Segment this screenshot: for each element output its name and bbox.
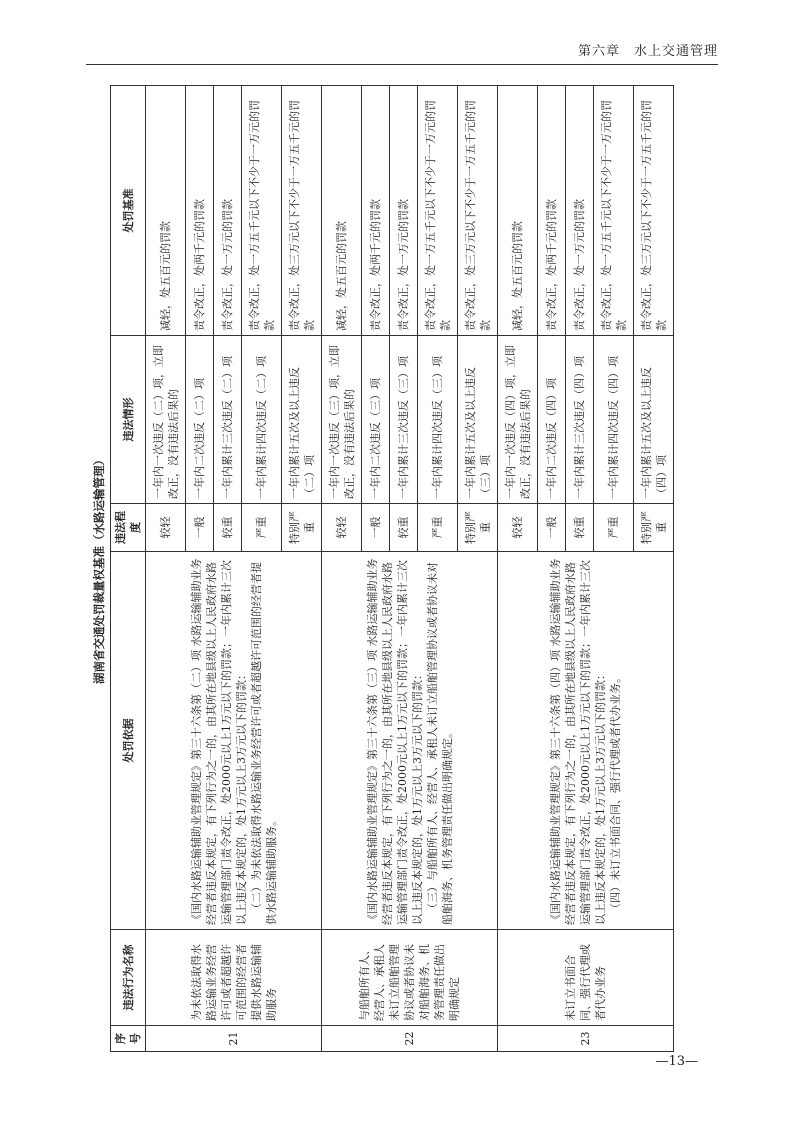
standard-cell: 责令改正，处一万元的罚款 [390, 86, 418, 336]
degree-cell: 较轻 [498, 504, 538, 552]
degree-cell: 较重 [390, 504, 418, 552]
table-header-row [111, 86, 146, 1052]
violation-name-cell: 为未依法取得水路运输业务经营许可或者超越许可范围的经营者提供水路运输辅助服务 [146, 930, 322, 1026]
circumstance-cell: 一年内累计五次及以上违反（三）项 [458, 336, 498, 504]
standard-cell: 责令改正，处一万五千元以下不少于一万元的罚款 [594, 86, 634, 336]
violation-name-cell: 未订立书面合同、强行代理或者代办业务 [498, 930, 674, 1026]
table-row [322, 86, 362, 1052]
standard-cell: 责令改正，处一万元的罚款 [214, 86, 242, 336]
basis-main-text: 《国内水路运输辅助业管理规定》第三十六条第（二）项 水路运输辅助业务经营者违反本规定，有下列行为之一的，由其所在地县级以上人民政府水路运输管理部门责令改正，处2000元以上1万元以下的罚款；一年内累计三次以上违反本规定的，处1万元以上3万元以下的罚款： [189, 558, 248, 925]
circumstance-cell: 一年内二次违反（二）项 [186, 336, 214, 504]
circumstance-cell: 一年内累计四次违反（三）项 [418, 336, 458, 504]
circumstance-cell: 一年内累计三次违反（二）项 [214, 336, 242, 504]
standard-cell: 责令改正，处一万五千元以下不少于一万元的罚款 [418, 86, 458, 336]
header-rule [86, 64, 718, 65]
standard-cell: 责令改正，处两千元的罚款 [362, 86, 390, 336]
basis-item-text: （二）为未依法取得水路运输业务经营许可或者超越许可范围的经营者提供水路运输辅助服务。 [249, 562, 278, 925]
standard-cell: 减轻，处五百元的罚款 [498, 86, 538, 336]
penalty-table [110, 85, 674, 1052]
degree-cell: 一般 [538, 504, 566, 552]
running-header: 第六章 水上交通管理 [577, 44, 718, 59]
basis-main-text: 《国内水路运输辅助业管理规定》第三十六条第（三）项 水路运输辅助业务经营者违反本规定，有下列行为之一的，由其所在地县级以上人民政府水路运输管理部门责令改正，处2000元以上1万元以下的罚款；一年内累计三次以上违反本规定的，处1万元以上3万元以下的罚款： [365, 558, 424, 925]
degree-cell: 较重 [214, 504, 242, 552]
standard-cell: 责令改正，处三万元以下不少于一万五千元的罚款 [282, 86, 322, 336]
degree-cell: 特别严重 [634, 504, 674, 552]
table-row [498, 86, 538, 1052]
table-body [146, 86, 674, 1052]
basis-item-text: （三）与船舶所有人、经营人、承租人未订立船舶管理协议或者协议未对船舶海务、机务管理责任做出明确规定。 [425, 562, 454, 925]
seq-cell: 21 [146, 1026, 322, 1052]
standard-cell: 减轻，处五百元的罚款 [322, 86, 362, 336]
circumstance-cell: 一年内累计三次违反（四）项 [566, 336, 594, 504]
seq-cell: 22 [322, 1026, 498, 1052]
degree-cell: 一般 [186, 504, 214, 552]
penalty-basis-cell [146, 552, 322, 930]
col-header-name: 违法行为名称 [111, 930, 146, 1026]
standard-cell: 责令改正，处一万五千元以下不少于一万元的罚款 [242, 86, 282, 336]
col-header-basis: 处罚依据 [111, 552, 146, 930]
penalty-basis-cell [322, 552, 498, 930]
degree-cell: 严重 [594, 504, 634, 552]
degree-cell: 较轻 [146, 504, 186, 552]
seq-cell: 23 [498, 1026, 674, 1052]
page-number: —13— [655, 1054, 698, 1069]
degree-cell: 特别严重 [458, 504, 498, 552]
table-row [146, 86, 186, 1052]
degree-cell: 一般 [362, 504, 390, 552]
circumstance-cell: 一年内一次违反（四）项，立即改正，没有违法后果的 [498, 336, 538, 504]
basis-main-text: 《国内水路运输辅助业管理规定》第三十六条第（四）项 水路运输辅助业务经营者违反本规定，有下列行为之一的，由其所在地县级以上人民政府水路运输管理部门责令改正，处2000元以上1万元以下的罚款；一年内累计三次以上违反本规定的，处1万元以上3万元以下的罚款： [549, 558, 607, 925]
degree-cell: 严重 [242, 504, 282, 552]
basis-item-text: （四）未订立书面合同、强行代理或者代办业务。 [609, 672, 622, 914]
circumstance-cell: 一年内二次违反（四）项 [538, 336, 566, 504]
circumstance-cell: 一年内二次违反（三）项 [362, 336, 390, 504]
degree-cell: 较轻 [322, 504, 362, 552]
circumstance-cell: 一年内累计三次违反（三）项 [390, 336, 418, 504]
penalty-basis-cell [498, 552, 674, 930]
degree-cell: 特别严重 [282, 504, 322, 552]
circumstance-cell: 一年内一次违反（二）项，立即改正，没有违法后果的 [146, 336, 186, 504]
degree-cell: 严重 [418, 504, 458, 552]
circumstance-cell: 一年内一次违反（三）项，立即改正，没有违法后果的 [322, 336, 362, 504]
circumstance-cell: 一年内累计五次及以上违反（四）项 [634, 336, 674, 504]
standard-cell: 责令改正，处两千元的罚款 [186, 86, 214, 336]
standard-cell: 责令改正，处一万元的罚款 [566, 86, 594, 336]
table-title: 湖南省交通处罚裁量权基准（水路运输管理） [92, 454, 106, 684]
col-header-circumstance: 违法情形 [111, 336, 146, 504]
col-header-standard: 处罚基准 [111, 86, 146, 336]
col-header-degree: 违法程度 [111, 504, 146, 552]
standard-cell: 减轻，处五百元的罚款 [146, 86, 186, 336]
circumstance-cell: 一年内累计五次及以上违反（二）项 [282, 336, 322, 504]
circumstance-cell: 一年内累计四次违反（二）项 [242, 336, 282, 504]
standard-cell: 责令改正，处两千元的罚款 [538, 86, 566, 336]
standard-cell: 责令改正，处三万元以下不少于一万五千元的罚款 [458, 86, 498, 336]
rotated-table-container [88, 86, 714, 1052]
standard-cell: 责令改正，处三万元以下不少于一万五千元的罚款 [634, 86, 674, 336]
circumstance-cell: 一年内累计四次违反（四）项 [594, 336, 634, 504]
col-header-seq: 序号 [111, 1026, 146, 1052]
degree-cell: 较重 [566, 504, 594, 552]
violation-name-cell: 与船舶所有人、经营人、承租人未订立船舶管理协议或者协议未对船舶海务、机务管理责任做出明确规定 [322, 930, 498, 1026]
